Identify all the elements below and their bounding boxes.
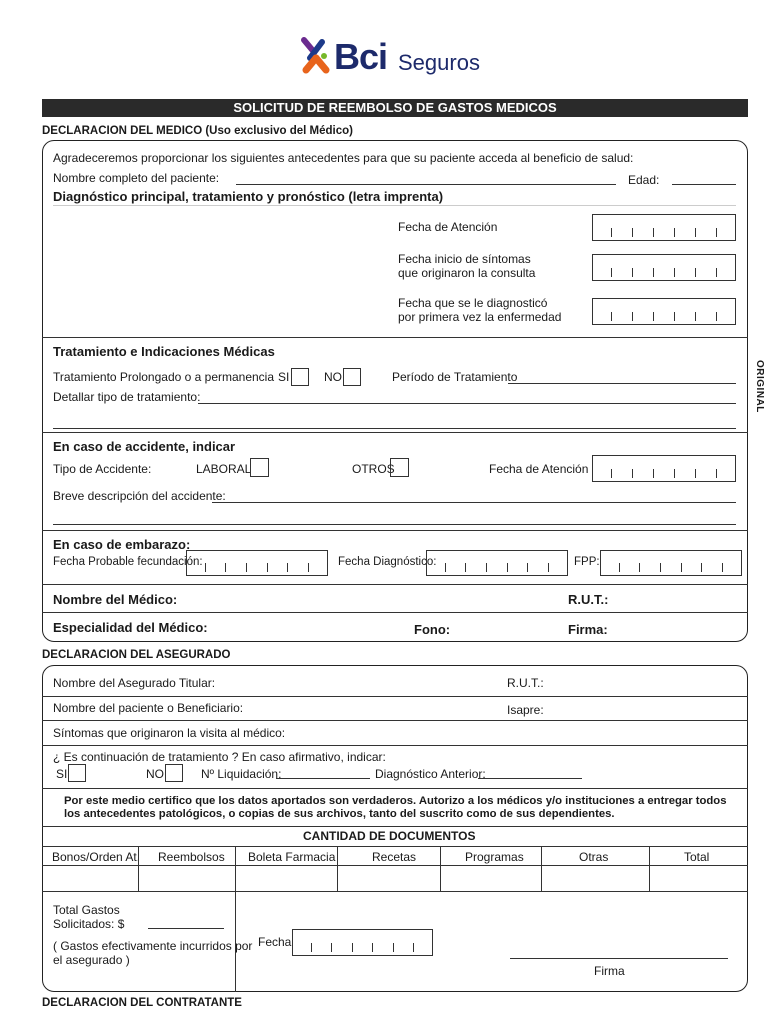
fecha-asegurado-box[interactable]	[292, 929, 433, 956]
fecha-asegurado-label: Fecha	[258, 935, 292, 949]
col-sep-6	[649, 846, 650, 891]
continuacion-no-checkbox[interactable]	[165, 764, 183, 782]
age-field[interactable]	[672, 184, 736, 185]
diag-anterior-field[interactable]	[478, 778, 582, 779]
patient-name-field[interactable]	[236, 184, 616, 185]
fecha-atencion-label: Fecha de Atención	[398, 220, 498, 234]
asegurado-row-6	[42, 846, 748, 847]
fpp-box[interactable]	[600, 550, 742, 576]
rut-medico-label: R.U.T.:	[568, 592, 609, 607]
fecha-diag-label-1: Fecha que se le diagnosticó	[398, 296, 548, 310]
col-sep-4	[440, 846, 441, 891]
fecha-diag-label-2: por primera vez la enfermedad	[398, 310, 562, 324]
logo	[300, 36, 500, 78]
divider-3	[42, 530, 748, 531]
otros-label: OTROS	[352, 462, 395, 476]
fecha-diagnostico-label: Fecha Diagnóstico:	[338, 556, 437, 568]
periodo-label: Período de Tratamiento	[392, 370, 518, 384]
detallar-field-1[interactable]	[198, 403, 736, 404]
tipo-accidente-label: Tipo de Accidente:	[53, 462, 152, 476]
asegurado-row-3	[42, 745, 748, 746]
tratamiento-si-checkbox[interactable]	[291, 368, 309, 386]
tratamiento-heading: Tratamiento e Indicaciones Médicas	[53, 344, 275, 359]
logo-bci: Bci	[334, 36, 388, 77]
cantidad-heading: CANTIDAD DE DOCUMENTOS	[303, 829, 476, 843]
col-boleta: Boleta Farmacia	[248, 850, 336, 864]
fono-label: Fono:	[414, 622, 451, 637]
age-label: Edad:	[628, 173, 660, 187]
diag-anterior-label: Diagnóstico Anterior:	[375, 767, 486, 781]
certifico-line-1: Por este medio certifico que los datos aportados son verdaderos. Autorizo a los médicos y/o instituciones a entregar todos	[64, 795, 727, 807]
fecha-diagnostico-box[interactable]	[426, 550, 568, 576]
col-otras: Otras	[579, 850, 609, 864]
fpp-label: FPP:	[574, 556, 600, 568]
tratamiento-no-label: NO	[324, 370, 342, 384]
detallar-label: Detallar tipo de tratamiento:	[53, 390, 201, 404]
fecha-atencion-box[interactable]	[592, 214, 736, 241]
continuacion-si-checkbox[interactable]	[68, 764, 86, 782]
continuacion-no-label: NO	[146, 767, 164, 781]
divider-5	[42, 612, 748, 613]
fecha-probable-box[interactable]	[186, 550, 328, 576]
nombre-medico-label: Nombre del Médico:	[53, 592, 178, 607]
logo-seguros: Seguros	[398, 50, 480, 75]
gastos-note-2: el asegurado )	[53, 953, 130, 967]
side-label-original: ORIGINAL	[754, 360, 765, 413]
sintomas-label: Síntomas que originaron la visita al médico:	[53, 726, 286, 740]
asegurado-row-5	[42, 826, 748, 827]
detallar-field-2[interactable]	[53, 428, 736, 429]
rut-asegurado-label: R.U.T.:	[507, 676, 544, 690]
continuacion-si-label: SI	[56, 767, 68, 781]
certifico-line-2: los antecedentes patológicos, o copias de sus archivos, tanto del suscrito como de sus dependientes.	[64, 808, 615, 820]
diagnosis-line-1[interactable]	[53, 205, 736, 206]
contratante-heading: DECLARACION DEL CONTRATANTE	[42, 997, 242, 1009]
fecha-atencion-2-label: Fecha de Atención	[489, 462, 589, 476]
breve-field-1[interactable]	[212, 502, 736, 503]
col-sep-2	[235, 846, 236, 891]
firma-asegurado-label: Firma	[594, 964, 625, 978]
firma-asegurado-field[interactable]	[510, 958, 728, 959]
asegurado-row-4	[42, 788, 748, 789]
liquidacion-field[interactable]	[276, 778, 370, 779]
titular-label: Nombre del Asegurado Titular:	[53, 676, 216, 690]
col-programas: Programas	[465, 850, 524, 864]
col-total: Total	[684, 850, 710, 864]
divider-2	[42, 432, 748, 433]
total-gastos-label-2: Solicitados: $	[53, 917, 125, 931]
breve-label: Breve descripción del accidente:	[53, 489, 226, 503]
col-reembolsos: Reembolsos	[158, 850, 225, 864]
col-recetas: Recetas	[372, 850, 417, 864]
form-title	[42, 99, 748, 117]
fecha-atencion-2-box[interactable]	[592, 455, 736, 482]
embarazo-heading: En caso de embarazo:	[53, 537, 191, 552]
tratamiento-prolongado-label: Tratamiento Prolongado o a permanencia	[53, 370, 275, 384]
fecha-probable-label: Fecha Probable fecundación:	[53, 556, 203, 568]
laboral-checkbox[interactable]	[250, 458, 269, 477]
gastos-note-1: ( Gastos efectivamente incurridos por	[53, 939, 253, 953]
asegurado-row-7	[42, 865, 748, 866]
accidente-heading: En caso de accidente, indicar	[53, 439, 236, 454]
fecha-sintomas-box[interactable]	[592, 254, 736, 281]
tratamiento-no-checkbox[interactable]	[343, 368, 361, 386]
asegurado-row-1	[42, 696, 748, 697]
periodo-field[interactable]	[508, 383, 736, 384]
liquidacion-label: Nº Liquidación:	[201, 767, 282, 781]
medico-heading: DECLARACION DEL MEDICO (Uso exclusivo del Médico)	[42, 125, 353, 137]
col-sep-5	[541, 846, 542, 891]
firma-medico-label: Firma:	[568, 622, 608, 637]
especialidad-label: Especialidad del Médico:	[53, 620, 208, 635]
fecha-sintomas-label-2: que originaron la consulta	[398, 266, 536, 280]
intro-text: Agradeceremos proporcionar los siguientes antecedentes para que su paciente acceda al beneficio de salud:	[53, 151, 634, 165]
asegurado-row-8	[42, 891, 748, 892]
total-gastos-field[interactable]	[148, 928, 224, 929]
paciente-label: Nombre del paciente o Beneficiario:	[53, 701, 244, 715]
breve-field-2[interactable]	[53, 524, 736, 525]
tratamiento-si-label: SI	[278, 370, 290, 384]
fecha-sintomas-label-1: Fecha inicio de síntomas	[398, 252, 531, 266]
divider-1	[42, 337, 748, 338]
otros-checkbox[interactable]	[390, 458, 409, 477]
isapre-label: Isapre:	[507, 703, 544, 717]
fecha-diag-box[interactable]	[592, 298, 736, 325]
col-sep-1	[138, 846, 139, 891]
total-gastos-label-1: Total Gastos	[53, 903, 120, 917]
divider-4	[42, 584, 748, 585]
bci-logo-mark-icon	[300, 36, 330, 76]
asegurado-row-2	[42, 720, 748, 721]
col-sep-3	[337, 846, 338, 891]
patient-name-label: Nombre completo del paciente:	[53, 171, 220, 185]
laboral-label: LABORAL	[196, 462, 252, 476]
form-title-text: SOLICITUD DE REEMBOLSO DE GASTOS MEDICOS	[233, 100, 557, 115]
asegurado-heading: DECLARACION DEL ASEGURADO	[42, 649, 231, 661]
diagnosis-heading: Diagnóstico principal, tratamiento y pronóstico (letra imprenta)	[53, 189, 444, 204]
col-bonos: Bonos/Orden At.	[52, 850, 141, 864]
continuacion-label: ¿ Es continuación de tratamiento ? En caso afirmativo, indicar:	[53, 750, 386, 764]
